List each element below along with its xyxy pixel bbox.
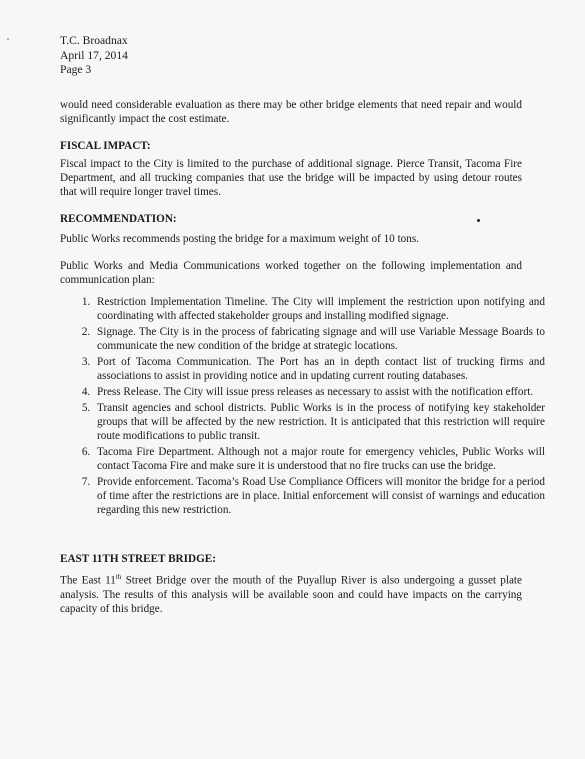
- plan-item: 4. Press Release. The City will issue press releases as necessary to assist with the notification effort.: [93, 386, 545, 400]
- plan-item: 5. Transit agencies and school districts. Public Works is in the process of notifying key stakeholder groups that will be affected by the new restriction. It is anticipated that this restriction will require route modifications to public transit.: [93, 402, 545, 444]
- fiscal-impact-heading: FISCAL IMPACT:: [60, 140, 151, 152]
- plan-item: 7. Provide enforcement. Tacoma’s Road Use Compliance Officers will monitor the bridge for a period of time after the restrictions are in place. Initial enforcement will consist of warnings and education regarding this new restriction.: [93, 476, 545, 518]
- east-11th-heading: EAST 11TH STREET BRIDGE:: [60, 553, 216, 565]
- plan-item: 6. Tacoma Fire Department. Although not a major route for emergency vehicles, Public Works will contact Tacoma Fire and make sure it is understood that no fire trucks can use the bridge.: [93, 446, 545, 474]
- plan-intro-paragraph: Public Works and Media Communications worked together on the following implementation and communication plan:: [60, 260, 522, 287]
- plan-item: 2. Signage. The City is in the process of fabricating signage and will use Variable Message Boards to communicate the new condition of the bridge at strategic locations.: [93, 326, 545, 354]
- intro-paragraph: would need considerable evaluation as there may be other bridge elements that need repair and would significantly impact the cost estimate.: [60, 99, 522, 126]
- recommendation-heading: RECOMMENDATION:: [60, 213, 177, 225]
- header-author: T.C. Broadnax: [60, 34, 128, 47]
- east-11th-superscript: th: [115, 573, 122, 581]
- east-11th-text-start: The East 11: [60, 574, 116, 587]
- scan-speck: [7, 38, 9, 40]
- east-11th-paragraph: [60, 570, 522, 616]
- header-page-number: Page 3: [60, 63, 92, 77]
- fiscal-impact-paragraph: Fiscal impact to the City is limited to the purchase of additional signage. Pierce Transit, Tacoma Fire Department, and all trucking companies that use the bridge will be impacted by using detour routes that will require longer travel times.: [60, 158, 522, 199]
- recommendation-paragraph: Public Works recommends posting the bridge for a maximum weight of 10 tons.: [60, 233, 420, 245]
- letter-header: [60, 34, 128, 78]
- header-date: April 17, 2014: [60, 48, 128, 62]
- plan-item: 1. Restriction Implementation Timeline. The City will implement the restriction upon notifying and coordinating with affected stakeholder groups and installing modified signage.: [93, 296, 545, 324]
- implementation-plan-list: [60, 296, 545, 520]
- scan-speck: [477, 219, 480, 222]
- east-11th-text-end: Street Bridge over the mouth of the Puyallup River is also undergoing a gusset plate analysis. The results of this analysis will be available soon and could have impacts on the carrying capacity of this bridge.: [60, 574, 522, 616]
- plan-item: 3. Port of Tacoma Communication. The Port has an in depth contact list of trucking firms and associations to assist in providing notice and in updating current routing databases.: [93, 356, 545, 384]
